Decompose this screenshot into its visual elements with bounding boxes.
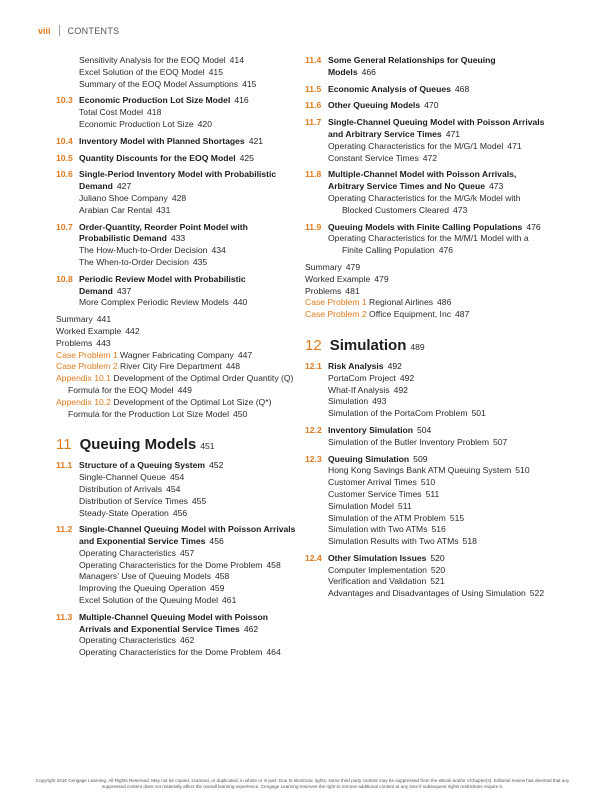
toc-entry[interactable]: Steady-State Operation 456 <box>79 507 188 518</box>
toc-entry[interactable]: Summary of the EOQ Model Assumptions 415 <box>79 78 257 89</box>
toc-entry[interactable]: Verification and Validation 521 <box>328 576 445 587</box>
toc-case-problem[interactable]: Case Problem 2 Office Equipment, Inc 487 <box>305 309 470 320</box>
toc-entry-worked-example[interactable]: Worked Example 442 <box>56 325 140 336</box>
toc-entry[interactable]: Hong Kong Savings Bank ATM Queuing System 510 <box>328 465 530 476</box>
toc-section[interactable]: 11.2 Single-Channel Queuing Model with Poisson Arrivals and Exponential Service Times 456 <box>56 524 296 547</box>
toc-entry[interactable]: Operating Characteristics for the Dome Problem 458 <box>79 559 281 570</box>
toc-column-right <box>305 55 545 600</box>
toc-section[interactable]: 12.4 Other Simulation Issues 520 <box>305 552 445 563</box>
toc-section[interactable]: 11.9 Queuing Models with Finite Calling Populations 476 <box>305 221 541 232</box>
toc-appendix[interactable]: Appendix 10.2 Development of the Optimal Lot Size (Q*) Formula for the Production Lot Size Model 450 <box>56 396 272 419</box>
toc-entry[interactable]: Sensitivity Analysis for the EOQ Model 414 <box>79 55 244 65</box>
toc-entry-problems[interactable]: Problems 443 <box>56 337 111 348</box>
toc-entry[interactable]: What-If Analysis 492 <box>328 384 408 395</box>
toc-entry-summary[interactable]: Summary 479 <box>305 261 361 272</box>
toc-entry[interactable]: PortaCom Project 492 <box>328 372 415 383</box>
toc-entry-worked-example[interactable]: Worked Example 479 <box>305 273 389 284</box>
toc-entry[interactable]: Single-Channel Queue 454 <box>79 472 185 483</box>
toc-entry[interactable]: Operating Characteristics for the M/M/1 Model with a Finite Calling Population 476 <box>328 233 529 256</box>
toc-entry[interactable]: Operating Characteristics for the Dome Problem 464 <box>79 647 281 658</box>
toc-column-left <box>56 55 296 659</box>
toc-case-problem[interactable]: Case Problem 1 Regional Airlines 486 <box>305 297 452 308</box>
toc-section[interactable]: 11.1 Structure of a Queuing System 452 <box>56 460 224 471</box>
toc-entry[interactable]: Operating Characteristics for the M/G/k Model with Blocked Customers Cleared 473 <box>328 192 521 215</box>
toc-entry[interactable]: Operating Characteristics 457 <box>79 547 195 558</box>
toc-entry[interactable]: Distribution of Arrivals 454 <box>79 483 181 494</box>
page-number: viii <box>38 25 51 36</box>
header-divider <box>59 25 60 36</box>
toc-entry-summary[interactable]: Summary 441 <box>56 314 112 325</box>
toc-entry[interactable]: Simulation of the Butler Inventory Problem 507 <box>328 436 508 447</box>
toc-section[interactable]: 10.5 Quantity Discounts for the EOQ Model 425 <box>56 152 254 163</box>
toc-case-problem[interactable]: Case Problem 1 Wagner Fabricating Company 447 <box>56 349 253 360</box>
toc-entry[interactable]: Customer Service Times 511 <box>328 488 440 499</box>
toc-section[interactable]: 10.6 Single-Period Inventory Model with Probabilistic Demand 427 <box>56 169 277 192</box>
toc-entry[interactable]: Economic Production Lot Size 420 <box>79 118 212 129</box>
toc-section[interactable]: 11.4 Some General Relationships for Queuing Models 466 <box>305 55 496 77</box>
toc-entry[interactable]: The When-to-Order Decision 435 <box>79 256 208 267</box>
toc-entry[interactable]: Computer Implementation 520 <box>328 564 446 575</box>
toc-entry[interactable]: Simulation of the PortaCom Problem 501 <box>328 408 486 419</box>
toc-section[interactable]: 12.2 Inventory Simulation 504 <box>305 424 432 435</box>
toc-section[interactable]: 12.3 Queuing Simulation 509 <box>305 453 428 464</box>
toc-entry[interactable]: Operating Characteristics 462 <box>79 635 195 646</box>
toc-entry[interactable]: Managers’ Use of Queuing Models 458 <box>79 571 230 582</box>
toc-entry[interactable]: Constant Service Times 472 <box>328 152 438 163</box>
copyright-footer: Copyright 2016 Cengage Learning. All Rights Reserved. May not be copied, scanned, or duplicated, in whole or in part. Due to electronic rights, some third party content may be suppressed from the eBook and/or eChapter(s). Editorial review has deemed that any suppressed content does not materially affect the overall learning experience. Cengage Learning reserves the right to remove additional content at any time if subsequent rights restrictions require it. <box>35 778 570 789</box>
toc-entry[interactable]: The How-Much-to-Order Decision 434 <box>79 245 226 256</box>
toc-entry[interactable]: Simulation Model 511 <box>328 500 412 511</box>
toc-section[interactable]: 10.4 Inventory Model with Planned Shortages 421 <box>56 135 264 146</box>
toc-section[interactable]: 10.8 Periodic Review Model with Probabilistic Demand 437 <box>56 273 246 296</box>
toc-entry[interactable]: Improving the Queuing Operation 459 <box>79 583 225 594</box>
toc-section[interactable]: 10.3 Economic Production Lot Size Model 416 <box>56 95 249 106</box>
toc-entry[interactable]: Advantages and Disadvantages of Using Simulation 522 <box>328 588 545 599</box>
toc-entry[interactable]: Customer Arrival Times 510 <box>328 477 436 488</box>
toc-case-problem[interactable]: Case Problem 2 River City Fire Department 448 <box>56 361 241 372</box>
toc-entry[interactable]: Simulation of the ATM Problem 515 <box>328 512 465 523</box>
page-header <box>38 25 119 36</box>
toc-section[interactable]: 11.3 Multiple-Channel Queuing Model with Poisson Arrivals and Exponential Service Times 462 <box>56 611 269 634</box>
toc-entry[interactable]: Excel Solution of the EOQ Model 415 <box>79 66 223 77</box>
toc-section[interactable]: 10.7 Order-Quantity, Reorder Point Model with Probabilistic Demand 433 <box>56 221 248 244</box>
header-title: CONTENTS <box>67 25 120 36</box>
toc-entry[interactable]: Operating Characteristics for the M/G/1 Model 471 <box>328 140 522 151</box>
toc-entry-problems[interactable]: Problems 481 <box>305 285 360 296</box>
toc-section[interactable]: 11.5 Economic Analysis of Queues 468 <box>305 83 470 94</box>
toc-entry[interactable]: Distribution of Service Times 455 <box>79 495 207 506</box>
toc-chapter-heading[interactable]: 12 Simulation 489 <box>305 336 425 354</box>
toc-entry[interactable]: Arabian Car Rental 431 <box>79 204 171 215</box>
toc-section[interactable]: 11.8 Multiple-Channel Model with Poisson Arrivals, Arbitrary Service Times and No Queue 473 <box>305 169 517 192</box>
toc-entry[interactable]: More Complex Periodic Review Models 440 <box>79 297 248 308</box>
toc-entry[interactable]: Simulation with Two ATMs 516 <box>328 524 446 535</box>
toc-entry[interactable]: Juliano Shoe Company 428 <box>79 192 187 203</box>
toc-appendix[interactable]: Appendix 10.1 Development of the Optimal Order Quantity (Q) Formula for the EOQ Model 449 <box>56 373 294 395</box>
toc-section[interactable]: 12.1 Risk Analysis 492 <box>305 360 402 371</box>
toc-chapter-heading[interactable]: 11 Queuing Models 451 <box>56 436 215 454</box>
toc-entry[interactable]: Excel Solution of the Queuing Model 461 <box>79 595 237 606</box>
toc-entry[interactable]: Simulation 493 <box>328 396 387 407</box>
toc-entry[interactable]: Simulation Results with Two ATMs 518 <box>328 536 477 547</box>
toc-section[interactable]: 11.7 Single-Channel Queuing Model with Poisson Arrivals and Arbitrary Service Times 471 <box>305 117 545 139</box>
toc-section[interactable]: 11.6 Other Queuing Models 470 <box>305 100 439 111</box>
toc-entry[interactable]: Total Cost Model 418 <box>79 107 162 118</box>
